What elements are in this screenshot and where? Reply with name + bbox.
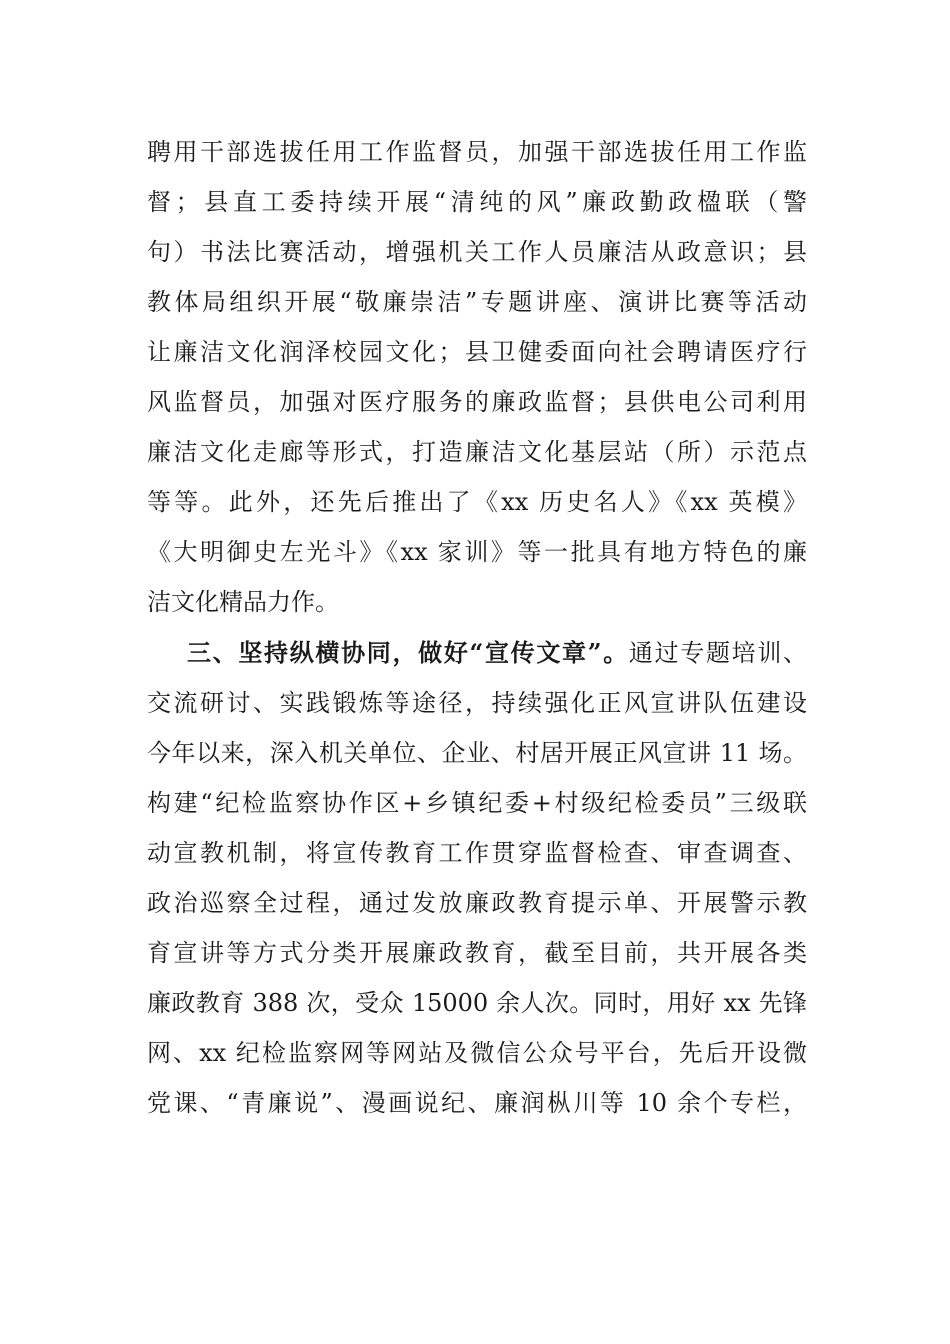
text-line: 督；县直工委持续开展“清纯的风”廉政勤政楹联（警 — [147, 188, 807, 216]
text-line: 今年以来，深入机关单位、企业、村居开展正风宣讲 11 场。 — [147, 739, 807, 767]
text-line: 政治巡察全过程，通过发放廉政教育提示单、开展警示教 — [147, 889, 807, 917]
text-line: 交流研讨、实践锻炼等途径，持续强化正风宣讲队伍建设 — [147, 689, 807, 717]
text-line: 构建“纪检监察协作区+乡镇纪委+村级纪检委员”三级联 — [147, 789, 807, 817]
text-line: 聘用干部选拔任用工作监督员，加强干部选拔任用工作监 — [147, 138, 807, 166]
text-line: 风监督员，加强对医疗服务的廉政监督；县供电公司利用 — [147, 388, 807, 416]
text-line: 《大明御史左光斗》《xx 家训》等一批具有地方特色的廉 — [147, 538, 807, 566]
text-line: 等等。此外，还先后推出了《xx 历史名人》《xx 英模》 — [147, 488, 807, 516]
text-line: 廉洁文化走廊等形式，打造廉洁文化基层站（所）示范点 — [147, 438, 807, 466]
text-line: 洁文化精品力作。 — [147, 588, 339, 616]
text-line: 育宣讲等方式分类开展廉政教育，截至目前，共开展各类 — [147, 939, 807, 967]
text-line: 党课、“青廉说”、漫画说纪、廉润枞川等 10 余个专栏， — [147, 1089, 807, 1117]
text-line: 教体局组织开展“敬廉崇洁”专题讲座、演讲比赛等活动 — [147, 288, 807, 316]
text-line: 网、xx 纪检监察网等网站及微信公众号平台，先后开设微 — [147, 1039, 807, 1067]
heading-line-text: 通过专题培训、 — [628, 639, 808, 667]
text-line: 动宣教机制，将宣传教育工作贯穿监督检查、审查调查、 — [147, 839, 807, 867]
text-line: 句）书法比赛活动，增强机关工作人员廉洁从政意识；县 — [147, 238, 807, 266]
text-line: 让廉洁文化润泽校园文化；县卫健委面向社会聘请医疗行 — [147, 338, 807, 366]
section-heading: 三、坚持纵横协同，做好“宣传文章”。 — [187, 638, 629, 667]
section-heading-line — [187, 628, 807, 678]
text-line: 廉政教育 388 次，受众 15000 余人次。同时，用好 xx 先锋 — [147, 989, 807, 1017]
